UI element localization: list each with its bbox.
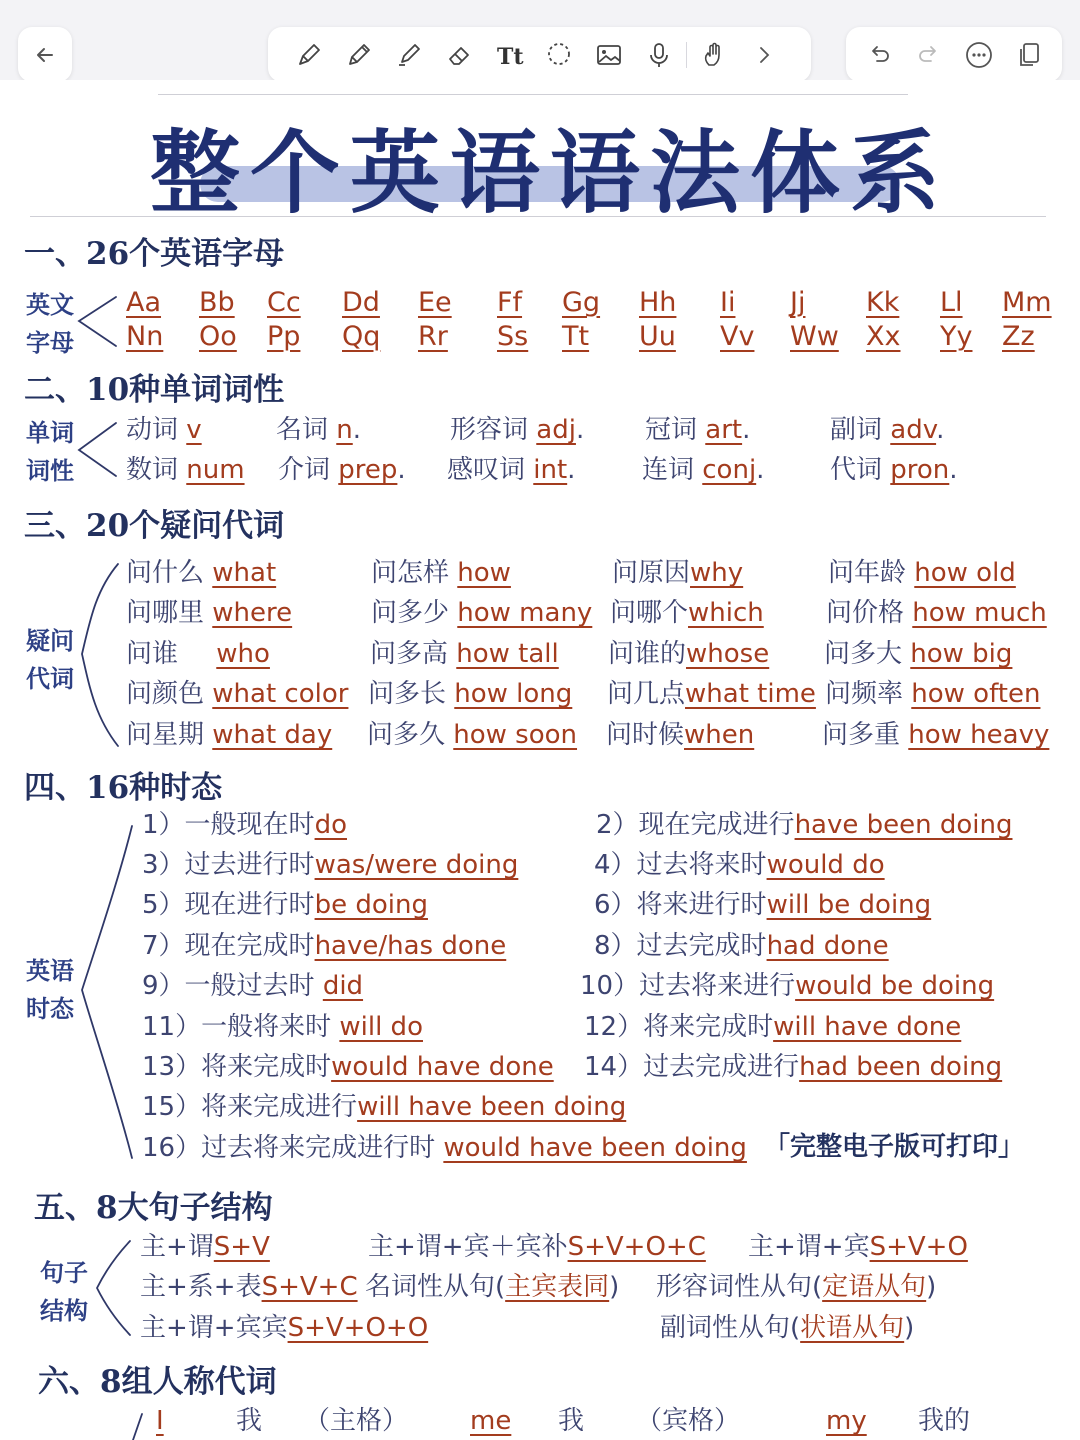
- question-en: what time: [685, 679, 816, 709]
- tense-zh: 将来完成进行: [201, 1092, 358, 1122]
- question-en: how much: [912, 598, 1047, 628]
- question-zh: 问哪里: [126, 598, 213, 628]
- tense-zh: 一般现在时: [184, 810, 315, 840]
- section-letters-heading: 一、26个英语字母: [24, 236, 285, 272]
- letter-ss: Ss: [497, 321, 529, 352]
- question-zh: 问哪个: [610, 598, 689, 628]
- letter-zz: Zz: [1002, 321, 1035, 352]
- tense-number: 15）: [142, 1092, 202, 1122]
- image-icon[interactable]: [584, 30, 634, 80]
- tense-zh: 过去完成时: [636, 931, 767, 961]
- microphone-icon[interactable]: [634, 30, 684, 80]
- sentence-zh: 主+谓+宾宾: [140, 1313, 288, 1343]
- eraser-icon[interactable]: [434, 30, 484, 80]
- tense-zh: 现在完成时: [184, 931, 315, 961]
- sentence-en: 定语从句: [822, 1272, 927, 1302]
- pos-zh: 介词: [278, 455, 339, 485]
- top-rule: [158, 94, 908, 95]
- tense-zh: 过去完成进行: [643, 1052, 800, 1082]
- sentence-en: S+V+O+C: [567, 1232, 706, 1262]
- promo-text: 「完整电子版可打印」: [764, 1132, 1025, 1162]
- tense-number: 1）: [142, 810, 185, 840]
- question-zh: 问年龄: [828, 558, 915, 588]
- question-en: what: [212, 558, 277, 588]
- question-item: [126, 719, 332, 751]
- sentence-en: 状语从句: [800, 1313, 905, 1343]
- tense-en: will have done: [773, 1012, 962, 1042]
- sentence-tail: ): [926, 1272, 937, 1302]
- pos-dot: .: [756, 455, 765, 485]
- sentence-item: [365, 1271, 619, 1303]
- tense-item: [142, 930, 506, 962]
- question-zh: 问价格: [826, 598, 913, 628]
- question-item: [368, 678, 572, 710]
- tense-item: [142, 889, 428, 921]
- question-zh: 问频率: [825, 679, 912, 709]
- pos-zh: 数词: [126, 455, 187, 485]
- section-personal-pronouns-heading: 六、8组人称代词: [38, 1364, 277, 1400]
- letter-nn: Nn: [126, 321, 164, 352]
- drawing-tools: [268, 27, 811, 82]
- letter-ww: Ww: [790, 321, 839, 352]
- sentence-item: [660, 1312, 914, 1344]
- question-zh: 问谁: [126, 639, 187, 669]
- question-item: [371, 597, 592, 629]
- pronoun-zh: 我的: [918, 1406, 971, 1436]
- tense-zh: 将来完成时: [201, 1052, 332, 1082]
- more-icon[interactable]: [954, 30, 1004, 80]
- question-item: [826, 597, 1047, 629]
- question-item: [126, 638, 270, 670]
- pos-item: [447, 454, 575, 486]
- question-bracket: [78, 560, 122, 750]
- question-en: why: [690, 558, 744, 588]
- pos-abbr: adj: [536, 415, 576, 445]
- pos-bracket: [76, 420, 120, 482]
- question-en: what day: [212, 720, 333, 750]
- tense-item: [142, 1051, 554, 1083]
- question-item: [371, 557, 511, 589]
- tense-number: 11）: [142, 1012, 202, 1042]
- question-zh: 问怎样: [371, 558, 458, 588]
- sentence-zh: 主+谓+宾＋宾补: [368, 1232, 568, 1262]
- tense-item: [594, 930, 889, 962]
- pos-abbr: n: [336, 415, 353, 445]
- text-icon[interactable]: [484, 30, 534, 80]
- pos-zh: 感叹词: [447, 455, 534, 485]
- pos-item: [126, 454, 245, 486]
- letter-ll: Ll: [940, 287, 963, 318]
- question-zh: 问多高: [370, 639, 457, 669]
- question-en: how old: [914, 558, 1016, 588]
- pos-zh: 代词: [830, 455, 891, 485]
- question-zh: 问谁的: [608, 639, 687, 669]
- top-toolbar: [0, 0, 1080, 80]
- pos-item: [450, 414, 584, 446]
- label-pos-2: 词性: [26, 457, 74, 485]
- pronoun-en: me: [470, 1406, 512, 1436]
- question-en: how: [457, 558, 511, 588]
- letter-kk: Kk: [866, 287, 900, 318]
- tense-number: 6）: [594, 890, 637, 920]
- question-item: [824, 638, 1012, 670]
- letter-qq: Qq: [342, 321, 381, 352]
- question-en: where: [212, 598, 293, 628]
- svg-text:Tt: Tt: [497, 43, 524, 70]
- tense-item: [142, 809, 347, 841]
- tense-item: [580, 970, 994, 1002]
- toolbar-divider: [686, 42, 687, 68]
- back-arrow-icon: [18, 30, 72, 80]
- tense-en: was/were doing: [314, 850, 519, 880]
- question-en: how tall: [456, 639, 559, 669]
- pos-item: [645, 414, 750, 446]
- letter-rr: Rr: [418, 321, 448, 352]
- page-title: 整个英语语法体系: [150, 120, 950, 226]
- pronoun-en: I: [156, 1406, 164, 1436]
- letter-xx: Xx: [866, 321, 901, 352]
- pos-zh: 冠词: [645, 415, 706, 445]
- pos-abbr: art: [705, 415, 743, 445]
- tense-en: be doing: [314, 890, 428, 920]
- tense-item: [142, 1091, 626, 1123]
- tense-en: will be doing: [766, 890, 932, 920]
- pen-icon[interactable]: [284, 30, 334, 80]
- tense-en: do: [314, 810, 347, 840]
- question-item: [828, 557, 1016, 589]
- label-pos-1: 单词: [26, 419, 74, 447]
- pos-dot: .: [742, 415, 751, 445]
- letter-mm: Mm: [1002, 287, 1052, 318]
- sentence-item: [656, 1271, 936, 1303]
- pos-item: [830, 454, 958, 486]
- question-en: when: [684, 720, 755, 750]
- question-en: how heavy: [908, 720, 1050, 750]
- pos-abbr: pron: [890, 455, 950, 485]
- tense-number: 3）: [142, 850, 185, 880]
- sentence-item: [140, 1271, 358, 1303]
- pos-item: [278, 454, 406, 486]
- tense-number: 2）: [596, 810, 639, 840]
- tense-number: 9）: [142, 971, 185, 1001]
- tense-en: would have done: [331, 1052, 554, 1082]
- question-zh: 问原因: [612, 558, 691, 588]
- tense-number: 7）: [142, 931, 185, 961]
- tense-number: 14）: [584, 1052, 644, 1082]
- section-parts-of-speech-heading: 二、10种单词词性: [24, 372, 285, 408]
- tense-number: 5）: [142, 890, 185, 920]
- tense-en: did: [322, 971, 364, 1001]
- question-zh: 问多大: [824, 639, 911, 669]
- pos-abbr: prep: [338, 455, 398, 485]
- pronoun-en: my: [826, 1406, 867, 1436]
- tense-en: have/has done: [314, 931, 507, 961]
- sentence-en: S+V+O: [869, 1232, 968, 1262]
- tense-number: 13）: [142, 1052, 202, 1082]
- question-en: how big: [910, 639, 1013, 669]
- tense-item: [596, 809, 1012, 841]
- pronoun-case: （主格）: [304, 1406, 409, 1436]
- letter-cc: Cc: [267, 287, 301, 318]
- pos-abbr: conj: [702, 455, 757, 485]
- letter-oo: Oo: [199, 321, 237, 352]
- pos-item: [830, 414, 944, 446]
- pos-dot: .: [575, 415, 585, 445]
- tense-en: had done: [766, 931, 889, 961]
- pos-abbr: num: [186, 455, 245, 485]
- pos-zh: 形容词: [450, 415, 537, 445]
- letter-ii: Ii: [720, 287, 736, 318]
- question-en: which: [688, 598, 764, 628]
- redo-icon[interactable]: [904, 30, 954, 80]
- letter-bb: Bb: [199, 287, 235, 318]
- label-question-2: 代词: [26, 665, 74, 693]
- question-zh: 问时候: [606, 720, 685, 750]
- letter-jj: Jj: [790, 287, 806, 318]
- question-zh: 问颜色: [126, 679, 213, 709]
- pencil-icon[interactable]: [334, 30, 384, 80]
- tense-item: [142, 849, 518, 881]
- pos-item: [126, 414, 202, 446]
- sentence-zh: 名词性从句(: [365, 1272, 506, 1302]
- tense-en: will have been doing: [357, 1092, 627, 1122]
- undo-icon[interactable]: [854, 30, 904, 80]
- pos-zh: 副词: [830, 415, 891, 445]
- pos-dot: .: [567, 455, 576, 485]
- pronoun-case: （宾格）: [636, 1406, 741, 1436]
- label-sentence-2: 结构: [40, 1297, 88, 1325]
- letter-ff: Ff: [497, 287, 523, 318]
- label-tense-1: 英语: [26, 957, 74, 985]
- tense-zh: 一般过去时: [184, 971, 323, 1001]
- pos-dot: .: [936, 415, 945, 445]
- section-tenses-heading: 四、16种时态: [24, 770, 223, 806]
- question-item: [370, 638, 559, 670]
- tense-en: had been doing: [799, 1052, 1003, 1082]
- letters-bracket: [76, 294, 120, 352]
- tense-zh: 过去将来进行: [639, 971, 796, 1001]
- pos-zh: 名词: [276, 415, 337, 445]
- pos-dot: .: [397, 455, 406, 485]
- tense-item: [594, 849, 885, 881]
- sentence-zh: 形容词性从句(: [656, 1272, 823, 1302]
- letter-dd: Dd: [342, 287, 380, 318]
- sentence-en: S+V+O+O: [287, 1313, 429, 1343]
- sentence-en: S+V: [213, 1232, 270, 1262]
- tense-en: have been doing: [794, 810, 1013, 840]
- tense-zh: 现在进行时: [184, 890, 315, 920]
- question-zh: 问多久: [367, 720, 454, 750]
- tense-number: 16）: [142, 1133, 202, 1163]
- pos-dot: .: [352, 415, 362, 445]
- question-zh: 问什么: [126, 558, 213, 588]
- sentence-item: [748, 1231, 968, 1263]
- tense-zh: 过去将来时: [636, 850, 767, 880]
- question-en: whose: [686, 639, 770, 669]
- question-item: [607, 678, 816, 710]
- question-item: [610, 597, 764, 629]
- question-en: how soon: [453, 720, 578, 750]
- tense-number: 10）: [580, 971, 640, 1001]
- question-en: how many: [457, 598, 593, 628]
- tense-number: 12）: [584, 1012, 644, 1042]
- letter-tt: Tt: [562, 321, 590, 352]
- tense-en: would do: [766, 850, 885, 880]
- tense-zh: 将来完成时: [643, 1012, 774, 1042]
- letter-hh: Hh: [639, 287, 677, 318]
- question-item: [606, 719, 754, 751]
- tense-item: [584, 1011, 961, 1043]
- tense-zh: 现在完成进行: [638, 810, 795, 840]
- label-tense-2: 时态: [26, 995, 74, 1023]
- letter-yy: Yy: [940, 321, 973, 352]
- sentence-zh: 主+系+表: [140, 1272, 262, 1302]
- question-item: [608, 638, 769, 670]
- pronoun-bracket: [128, 1410, 148, 1440]
- question-item: [126, 678, 348, 710]
- section-sentence-structures-heading: 五、8大句子结构: [34, 1190, 273, 1226]
- question-item: [822, 719, 1049, 751]
- question-en: what color: [212, 679, 349, 709]
- sentence-item: [140, 1231, 270, 1263]
- letter-vv: Vv: [720, 321, 755, 352]
- question-item: [367, 719, 577, 751]
- highlighter-icon[interactable]: [384, 30, 434, 80]
- sentence-bracket: [94, 1238, 134, 1338]
- lasso-icon[interactable]: [534, 30, 584, 80]
- question-zh: 问多长: [368, 679, 455, 709]
- sentence-tail: ): [609, 1272, 620, 1302]
- pos-dot: .: [949, 455, 958, 485]
- letter-ee: Ee: [418, 287, 452, 318]
- sentence-item: [140, 1312, 428, 1344]
- pronoun-zh: 我: [558, 1406, 585, 1436]
- tense-zh: 过去将来完成进行时: [201, 1133, 444, 1163]
- tense-en: will do: [339, 1012, 423, 1042]
- chevron-right-icon[interactable]: [739, 30, 789, 80]
- tense-zh: 过去进行时: [184, 850, 315, 880]
- tense-number: 4）: [594, 850, 637, 880]
- action-tools: [846, 27, 1062, 82]
- label-question-1: 疑问: [26, 627, 74, 655]
- pos-abbr: adv: [890, 415, 937, 445]
- sentence-tail: ): [904, 1313, 915, 1343]
- pos-zh: 连词: [642, 455, 703, 485]
- section-question-words-heading: 三、20个疑问代词: [24, 508, 285, 544]
- label-letters-1: 英文: [26, 291, 74, 319]
- label-letters-2: 字母: [26, 329, 74, 357]
- pos-item: [276, 414, 361, 446]
- question-en: how often: [911, 679, 1041, 709]
- tense-item: [584, 1051, 1002, 1083]
- tense-item: [142, 970, 363, 1002]
- sentence-zh: 主+谓+宾: [748, 1232, 870, 1262]
- question-item: [126, 557, 276, 589]
- tense-item: [594, 889, 931, 921]
- question-en: how long: [454, 679, 573, 709]
- hand-gesture-icon[interactable]: [689, 30, 739, 80]
- tense-en: would be doing: [795, 971, 995, 1001]
- question-item: [612, 557, 743, 589]
- question-zh: 问几点: [607, 679, 686, 709]
- letter-uu: Uu: [639, 321, 676, 352]
- sentence-en: 主宾表同: [505, 1272, 610, 1302]
- question-zh: 问多重: [822, 720, 909, 750]
- letter-aa: Aa: [126, 287, 162, 318]
- tense-zh: 一般将来时: [201, 1012, 340, 1042]
- back-button[interactable]: [18, 27, 72, 82]
- question-item: [126, 597, 292, 629]
- letter-gg: Gg: [562, 287, 601, 318]
- tense-item: [142, 1011, 423, 1043]
- letter-pp: Pp: [267, 321, 301, 352]
- tense-item: [142, 1132, 747, 1164]
- question-zh: 问星期: [126, 720, 213, 750]
- sentence-item: [368, 1231, 706, 1263]
- question-item: [825, 678, 1040, 710]
- tense-bracket: [78, 822, 136, 1162]
- pos-abbr: int: [533, 455, 568, 485]
- label-sentence-1: 句子: [40, 1259, 88, 1287]
- sentence-zh: 副词性从句(: [660, 1313, 801, 1343]
- pos-abbr: v: [186, 415, 202, 445]
- tense-en: would have been doing: [443, 1133, 747, 1163]
- sentence-zh: 主+谓: [140, 1232, 214, 1262]
- pos-item: [642, 454, 764, 486]
- pronoun-zh: 我: [236, 1406, 263, 1436]
- pages-icon[interactable]: [1004, 30, 1054, 80]
- tense-number: 8）: [594, 931, 637, 961]
- pos-zh: 动词: [126, 415, 187, 445]
- sentence-en: S+V+C: [261, 1272, 358, 1302]
- question-en: who: [216, 639, 270, 669]
- question-zh: 问多少: [371, 598, 458, 628]
- tense-zh: 将来进行时: [636, 890, 767, 920]
